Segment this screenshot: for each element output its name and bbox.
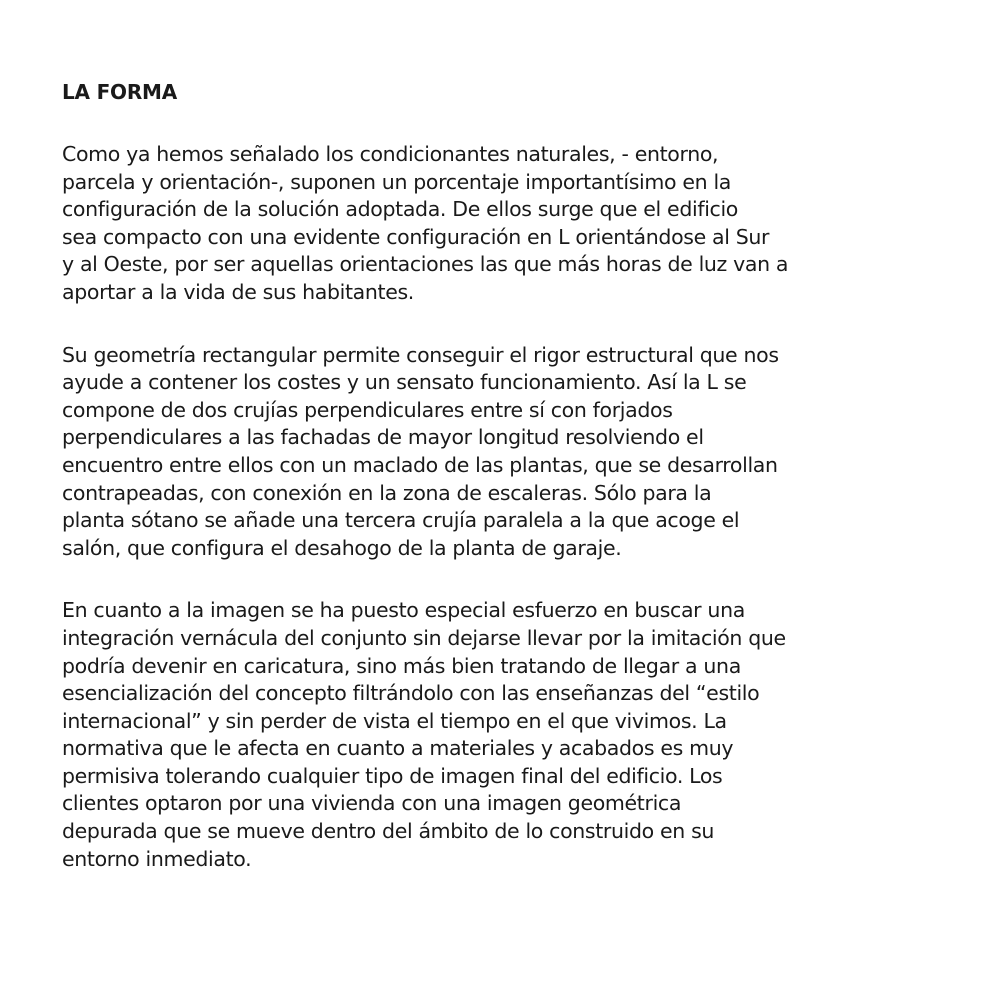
text-line: podría devenir en caricatura, sino más bien tratando de llegar a una xyxy=(62,653,741,678)
text-line: compone de dos crujías perpendiculares entre sí con forjados xyxy=(62,397,673,422)
text-line: contrapeadas, con conexión en la zona de escaleras. Sólo para la xyxy=(62,480,712,505)
text-line: En cuanto a la imagen se ha puesto especial esfuerzo en buscar una xyxy=(62,598,745,623)
text-line: permisiva tolerando cualquier tipo de imagen final del edificio. Los xyxy=(62,763,723,788)
text-line: perpendiculares a las fachadas de mayor longitud resolviendo el xyxy=(62,425,704,450)
paragraph-1 xyxy=(62,141,962,307)
text-line: encuentro entre ellos con un maclado de las plantas, que se desarrollan xyxy=(62,452,778,477)
text-line: clientes optaron por una vivienda con una imagen geométrica xyxy=(62,791,682,816)
document-title: LA FORMA xyxy=(62,80,178,104)
text-line: Su geometría rectangular permite conseguir el rigor estructural que nos xyxy=(62,342,779,367)
text-line: entorno inmediato. xyxy=(62,846,252,871)
text-line: planta sótano se añade una tercera crujía paralela a la que acoge el xyxy=(62,508,740,533)
text-line: ayude a contener los costes y un sensato funcionamiento. Así la L se xyxy=(62,370,747,395)
text-line: y al Oeste, por ser aquellas orientaciones las que más horas de luz van a xyxy=(62,252,789,277)
text-line: sea compacto con una evidente configuración en L orientándose al Sur xyxy=(62,224,770,249)
text-line: depurada que se mueve dentro del ámbito de lo construido en su xyxy=(62,819,715,844)
text-line: configuración de la solución adoptada. De ellos surge que el edificio xyxy=(62,197,739,222)
text-line: internacional” y sin perder de vista el tiempo en el que vivimos. La xyxy=(62,708,727,733)
text-line: parcela y orientación-, suponen un porcentaje importantísimo en la xyxy=(62,169,731,194)
text-line: normativa que le afecta en cuanto a materiales y acabados es muy xyxy=(62,736,734,761)
text-line: salón, que configura el desahogo de la planta de garaje. xyxy=(62,535,622,560)
document-page xyxy=(62,80,962,908)
text-line: esencialización del concepto filtrándolo con las enseñanzas del “estilo xyxy=(62,681,760,706)
paragraph-3 xyxy=(62,597,962,873)
paragraph-2 xyxy=(62,342,962,563)
text-line: integración vernácula del conjunto sin dejarse llevar por la imitación que xyxy=(62,625,786,650)
text-line: aportar a la vida de sus habitantes. xyxy=(62,279,414,304)
text-line: Como ya hemos señalado los condicionantes naturales, - entorno, xyxy=(62,142,719,166)
